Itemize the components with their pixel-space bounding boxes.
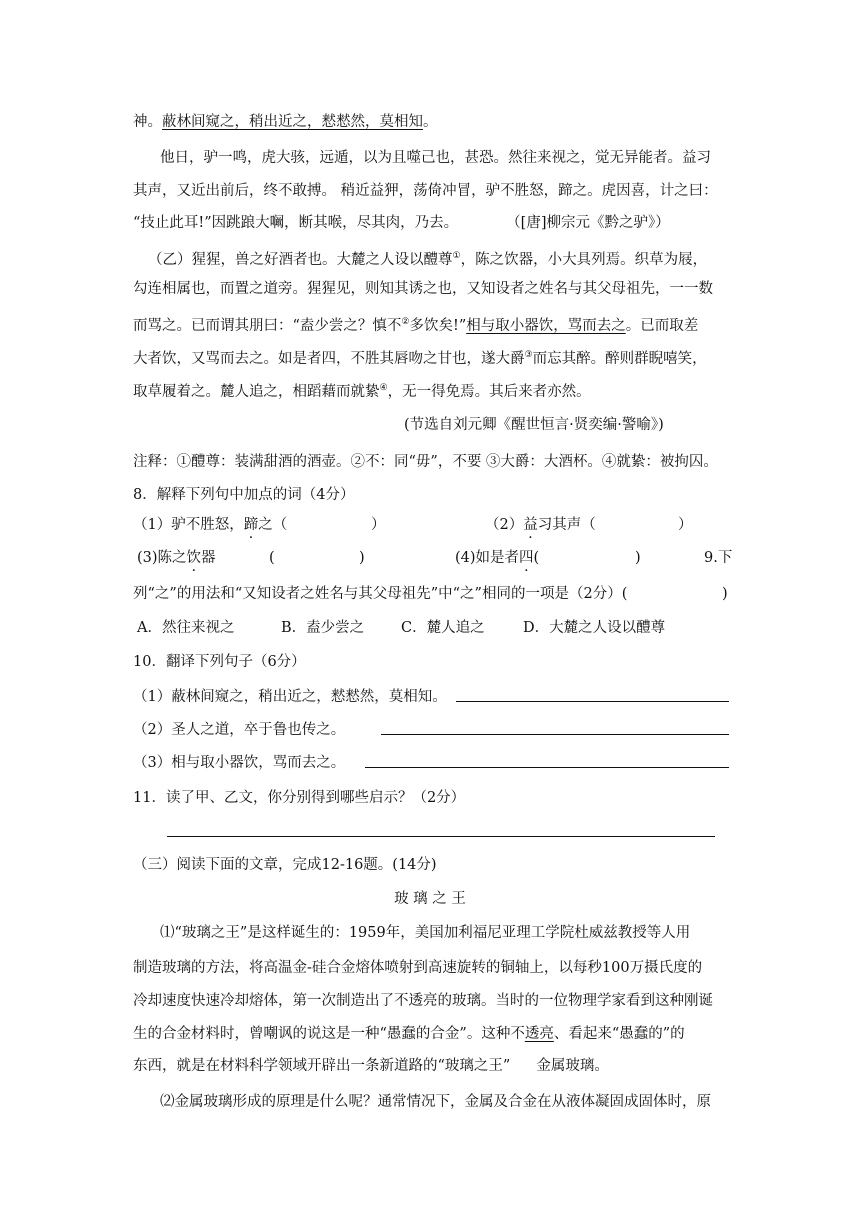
q10-title: 10．翻译下列句子（6分） bbox=[133, 654, 306, 670]
exam-page: 神。蔽林间窥之，稍出近之，慭慭然，莫相知。 他日，驴一鸣，虎大骇，远遁，以为且噬己也，甚恐。然往来视之，觉无异能者。益习 其声，又近出前后，终不敢搏。 稍近益狎，荡倚冲冒，驴不胜怒，蹄之。虎因喜，计之曰： “技止此耳!”因跳踉大㘎，断其喉，尽其肉，乃去。 （[唐]柳宗元《黔之驴》） （乙）猩猩，兽之好酒者也。大麓之人设以醴尊①，陈之饮器，小大具列焉。织草为屐， 勾连相属也，而置之道旁。猩猩见，则知其诱之也，又知设者之姓名与其父母祖先，一一数 而骂之。已而谓其朋曰：“盍少尝之？慎不②多饮矣!”相与取小器饮，骂而去之。已而取差 大者饮，又骂而去之。如是者四，不胜其唇吻之甘也，遂大爵③而忘其醉。醉则群睨嘻笑， 取草履着之。麓人追之，相蹈藉而就絷④，无一得免焉。其后来者亦然。 (节选自刘元卿《醒世恒言·贤奕编·警喻》) 注释：①醴尊：装满甜酒的酒壶。②不：同“毋”，不要 ③大爵：大酒杯。④就絷：被拘囚。 8．解释下列句中加点的词（4分） （1）驴不胜怒，蹄之（ ） （2）益习其声（ ） (3)陈之饮器 ( ) (4)如是者四( ) 9.下 列“之”的用法和“又知设者之姓名与其父母祖先”中“之”相同的一项是（2分）( ) A．然往来视之 B．盍少尝之 C．麓人追之 D．大麓之人设以醴尊 10．翻译下列句子（6分） （1）蔽林间窥之，稍出近之，慭慭然，莫相知。 （2）圣人之道，卒于鲁也传之。 （3）相与取小器饮，骂而去之。 11．读了甲、乙文，你分别得到哪些启示？（2分） （三）阅读下面的文章，完成12-16题。(14分) 玻 璃 之 王 ⑴“玻璃之王”是这样诞生的：1959年，美国加利福尼亚理工学院杜威兹教授等人用 制造玻璃的方法，将高温金-硅合金熔体喷射到高速旋转的铜轴上，以每秒100万摄氏度的 冷却速度快速冷却熔体，第一次制造出了不透亮的玻璃。当时的一位物理学家看到这种刚诞 生的合金材料时，曾嘲讽的说这是一种“愚蠢的合金”。这种不透亮、看起来“愚蠢的”的 东西，就是在材料科学领域开辟出一条新道路的“玻璃之王” 金属玻璃。 ⑵金属玻璃形成的原理是什么呢？通常情况下，金属及合金在从液体凝固成固体时，原 bbox=[0, 0, 860, 1216]
answer-blank[interactable] bbox=[381, 720, 729, 735]
yi-line-1: （乙）猩猩，兽之好酒者也。大麓之人设以醴尊①，陈之饮器，小大具列焉。织草为屐， bbox=[148, 251, 708, 268]
jia-para2-line2: 其声，又近出前后，终不敢搏。 稍近益狎，荡倚冲冒，驴不胜怒，蹄之。虎因喜，计之曰： bbox=[133, 183, 718, 199]
answer-blank[interactable] bbox=[365, 753, 729, 768]
q11-answer-line[interactable] bbox=[167, 836, 715, 837]
yi-source: (节选自刘元卿《醒世恒言·贤奕编·警喻》) bbox=[404, 417, 664, 433]
q10-sentence-1: （1）蔽林间窥之，稍出近之，慭慭然，莫相知。 bbox=[133, 687, 733, 707]
q10-sentence-2: （2）圣人之道，卒于鲁也传之。 bbox=[133, 720, 733, 740]
yi-line-4: 大者饮，又骂而去之。如是者四，不胜其唇吻之甘也，遂大爵③而忘其醉。醉则群睨嘻笑， bbox=[133, 350, 707, 367]
article-p1-line4: 生的合金材料时，曾嘲讽的说这是一种“愚蠢的合金”。这种不透亮、看起来“愚蠢的”的 bbox=[133, 1026, 685, 1042]
jia-line-1: 神。蔽林间窥之，稍出近之，慭慭然，莫相知。 bbox=[133, 114, 438, 130]
article-p1-line1: ⑴“玻璃之王”是这样诞生的：1959年，美国加利福尼亚理工学院杜威兹教授等人用 bbox=[160, 925, 691, 941]
answer-blank[interactable] bbox=[456, 687, 729, 702]
article-p2-line1: ⑵金属玻璃形成的原理是什么呢？通常情况下，金属及合金在从液体凝固成固体时，原 bbox=[160, 1094, 711, 1110]
yi-line-2: 勾连相属也，而置之道旁。猩猩见，则知其诱之也，又知设者之姓名与其父母祖先，一一数 bbox=[133, 281, 713, 297]
notes: 注释：①醴尊：装满甜酒的酒壶。②不：同“毋”，不要 ③大爵：大酒杯。④就絷：被拘囚。 bbox=[133, 454, 718, 470]
article-p1-line3: 冷却速度快速冷却熔体，第一次制造出了不透亮的玻璃。当时的一位物理学家看到这种刚诞 bbox=[133, 993, 713, 1009]
article-p1-line2: 制造玻璃的方法，将高温金-硅合金熔体喷射到高速旋转的铜轴上，以每秒100万摄氏度的 bbox=[133, 960, 703, 976]
q9-option-c: C．麓人追之 bbox=[401, 620, 485, 636]
q9-option-d: D．大麓之人设以醴尊 bbox=[523, 620, 666, 636]
yi-line-5: 取草履着之。麓人追之，相蹈藉而就絷④，无一得免焉。其后来者亦然。 bbox=[133, 383, 591, 400]
yi-line-3: 而骂之。已而谓其朋曰：“盍少尝之？慎不②多饮矣!”相与取小器饮，骂而去之。已而取差 bbox=[133, 317, 699, 334]
article-title: 玻 璃 之 王 bbox=[394, 891, 466, 907]
q11-title: 11．读了甲、乙文，你分别得到哪些启示？（2分） bbox=[133, 790, 466, 806]
jia-para2-line3: “技止此耳!”因跳踉大㘎，断其喉，尽其肉，乃去。 （[唐]柳宗元《黔之驴》） bbox=[133, 215, 670, 231]
q9-option-b: B．盍少尝之 bbox=[281, 620, 365, 636]
section3-heading: （三）阅读下面的文章，完成12-16题。(14分) bbox=[133, 857, 437, 873]
article-p1-line5: 东西，就是在材料科学领域开辟出一条新道路的“玻璃之王” 金属玻璃。 bbox=[133, 1058, 609, 1074]
jia-source: （[唐]柳宗元《黔之驴》） bbox=[506, 215, 670, 231]
q9-text: 列“之”的用法和“又知设者之姓名与其父母祖先”中“之”相同的一项是（2分）( ) bbox=[133, 586, 728, 602]
jia-para2-line1: 他日，驴一鸣，虎大骇，远遁，以为且噬己也，甚恐。然往来视之，觉无异能者。益习 bbox=[160, 150, 711, 166]
q9-option-a: A．然往来视之 bbox=[137, 620, 235, 636]
q10-sentence-3: （3）相与取小器饮，骂而去之。 bbox=[133, 753, 733, 773]
q8-title: 8．解释下列句中加点的词（4分） bbox=[133, 487, 355, 503]
